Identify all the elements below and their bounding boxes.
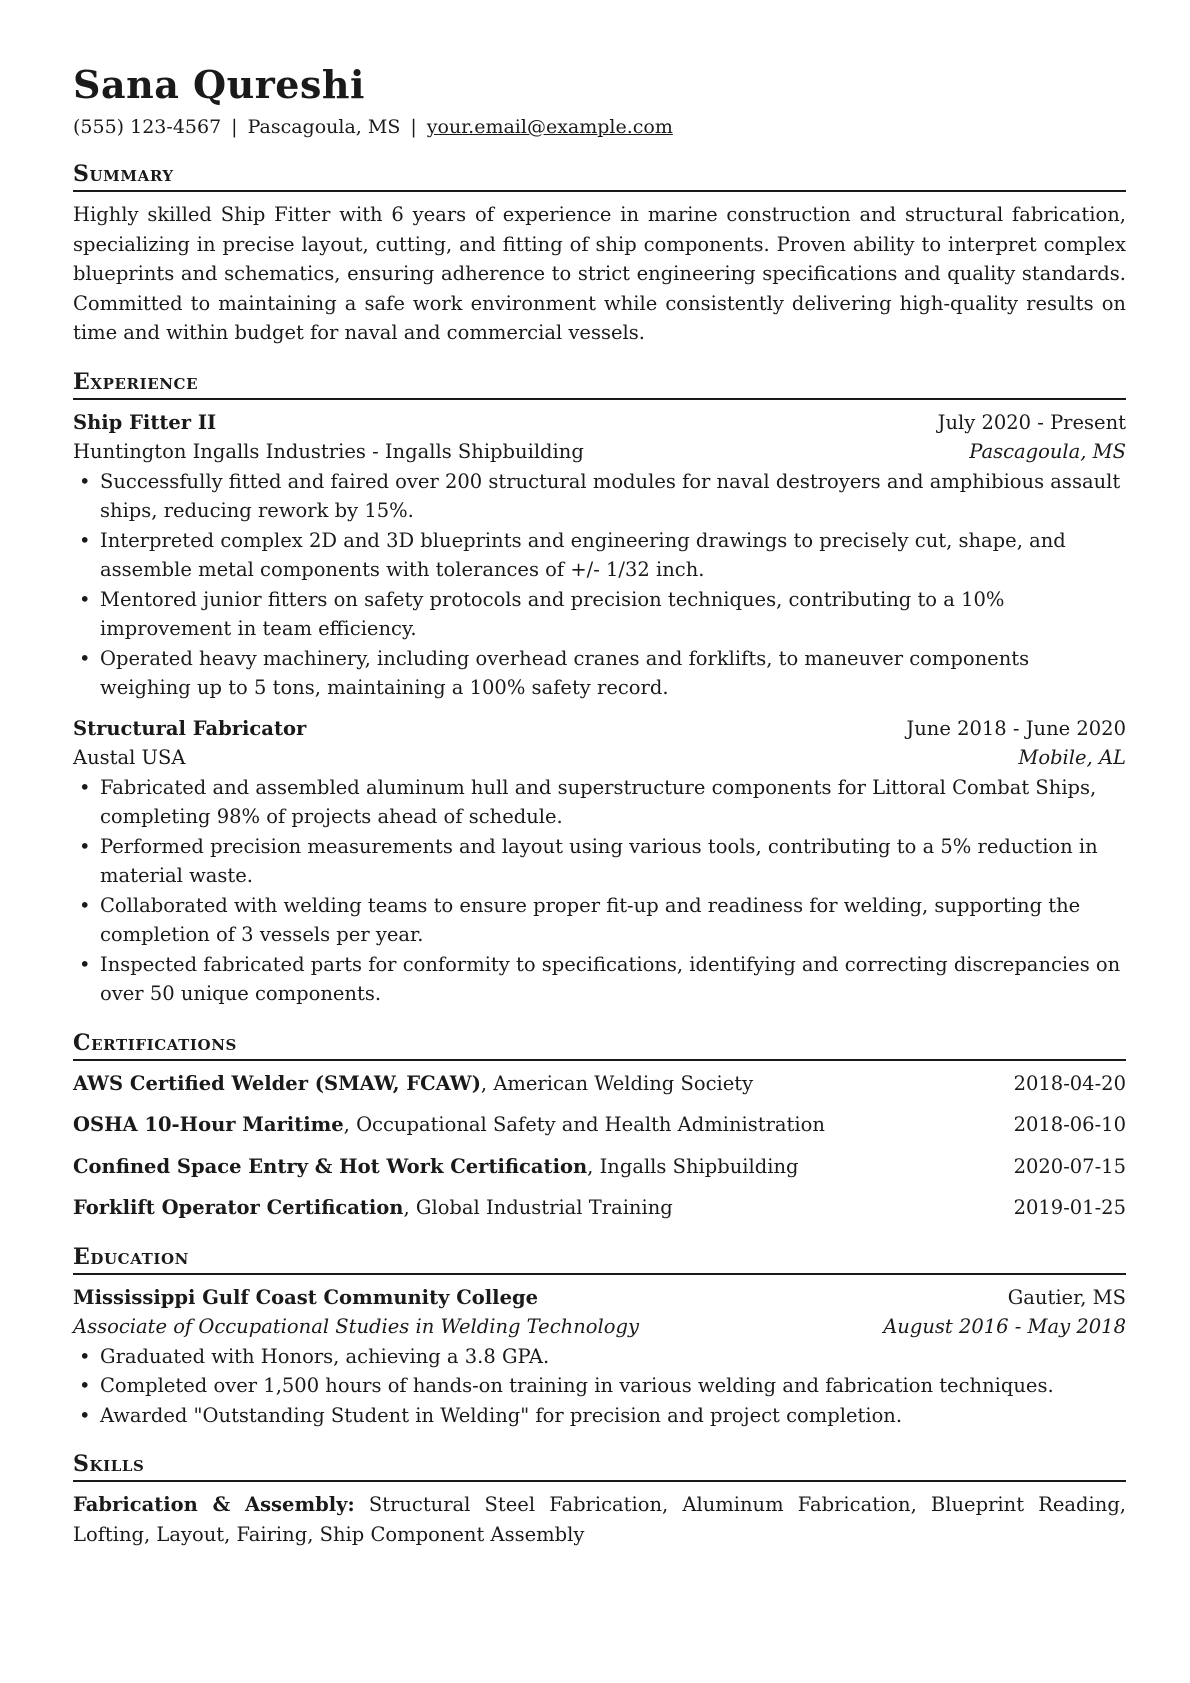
list-item: • Performed precision measurements and layout using various tools, contributing to a 5% reduction in material waste.: [73, 832, 1126, 891]
job-entry: [73, 408, 1126, 703]
cert-date: 2018-06-10: [1013, 1113, 1126, 1136]
section-title-education: Education: [73, 1243, 1126, 1275]
list-item: • Completed over 1,500 hours of hands-on training in various welding and fabrication techniques.: [73, 1371, 1126, 1401]
education-subheader: [73, 1312, 1126, 1342]
degree: Associate of Occupational Studies in Welding Technology: [73, 1315, 639, 1338]
location: Pascagoula, MS: [247, 116, 401, 138]
education-header: [73, 1283, 1126, 1313]
cert-row: [73, 1110, 1126, 1140]
cert-row: [73, 1193, 1126, 1223]
job-header: [73, 408, 1126, 438]
list-item: • Interpreted complex 2D and 3D blueprints and engineering drawings to precisely cut, shape, and assemble metal components with tolerances of +/- 1/32 inch.: [73, 526, 1126, 585]
list-item: • Successfully fitted and faired over 200 structural modules for naval destroyers and amphibious assault ships, reducing rework by 15%.: [73, 467, 1126, 526]
list-item: • Graduated with Honors, achieving a 3.8 GPA.: [73, 1342, 1126, 1372]
job-entry: [73, 714, 1126, 1009]
job-bullets: [73, 467, 1126, 703]
section-title-experience: Experience: [73, 368, 1126, 400]
cert-issuer: , Occupational Safety and Health Administration: [343, 1113, 825, 1136]
cert-name: Confined Space Entry & Hot Work Certification: [73, 1154, 588, 1178]
list-item: • Inspected fabricated parts for conformity to specifications, identifying and correcting discrepancies on over 50 unique components.: [73, 950, 1126, 1009]
email-link[interactable]: your.email@example.com: [426, 116, 673, 138]
cert-issuer: , American Welding Society: [480, 1071, 754, 1095]
separator: |: [410, 116, 417, 138]
job-header: [73, 714, 1126, 744]
job-dates: June 2018 - June 2020: [906, 716, 1126, 740]
cert-row: [73, 1152, 1126, 1182]
section-title-skills: Skills: [73, 1450, 1126, 1482]
cert-date: 2018-04-20: [1013, 1071, 1126, 1095]
experience-section: [73, 368, 1126, 1009]
job-role: Ship Fitter II: [73, 410, 217, 434]
education-dates: August 2016 - May 2018: [883, 1315, 1126, 1338]
job-subheader: [73, 743, 1126, 773]
list-item: • Awarded "Outstanding Student in Welding" for precision and project completion.: [73, 1401, 1126, 1431]
summary-text: Highly skilled Ship Fitter with 6 years of experience in marine construction and structural fabrication, specializing in precise layout, cutting, and fitting of ship components. Proven ability to interpret complex blueprints and schematics, ensuring adherence to strict engineering specifications and quality standards. Committed to maintaining a safe work environment while consistently delivering high-quality results on time and within budget for naval and commercial vessels.: [73, 203, 1126, 344]
job-subheader: [73, 437, 1126, 467]
list-item: • Fabricated and assembled aluminum hull and superstructure components for Littoral Combat Ships, completing 98% of projects ahead of schedule.: [73, 773, 1126, 832]
job-bullets: [73, 773, 1126, 1009]
job-role: Structural Fabricator: [73, 716, 307, 740]
education-section: [73, 1243, 1126, 1431]
skills-section: [73, 1450, 1126, 1549]
job-dates: July 2020 - Present: [937, 410, 1126, 434]
cert-name: OSHA 10-Hour Maritime: [73, 1113, 344, 1136]
contact-line: [73, 114, 1126, 140]
skills-list: Structural Steel Fabrication, Aluminum Fabrication, Blueprint Reading, Lofting, Layout, Fairing, Ship Component Assembly: [73, 1493, 1127, 1546]
cert-date: 2020-07-15: [1013, 1154, 1126, 1178]
job-location: Mobile, AL: [1018, 746, 1126, 769]
school-location: Gautier, MS: [1007, 1285, 1126, 1309]
school-name: Mississippi Gulf Coast Community College: [73, 1285, 539, 1309]
separator: |: [231, 116, 238, 138]
section-title-certifications: Certifications: [73, 1029, 1126, 1061]
job-company: Huntington Ingalls Industries - Ingalls Shipbuilding: [73, 440, 584, 463]
summary-section: [73, 160, 1126, 348]
section-title-summary: Summary: [73, 160, 1126, 192]
cert-issuer: , Ingalls Shipbuilding: [587, 1154, 799, 1178]
resume-page: [73, 62, 1126, 1549]
job-location: Pascagoula, MS: [969, 440, 1126, 463]
skills-label: Fabrication & Assembly:: [73, 1493, 355, 1516]
list-item: • Collaborated with welding teams to ensure proper fit-up and readiness for welding, supporting the completion of 3 vessels per year.: [73, 891, 1126, 950]
cert-issuer: , Global Industrial Training: [403, 1196, 673, 1219]
list-item: • Mentored junior fitters on safety protocols and precision techniques, contributing to a 10% improvement in team efficiency.: [73, 585, 1126, 644]
skills-text: [73, 1490, 1126, 1549]
candidate-name: Sana Qureshi: [73, 62, 365, 107]
cert-name: AWS Certified Welder (SMAW, FCAW): [73, 1071, 481, 1095]
job-company: Austal USA: [73, 746, 186, 769]
certifications-section: [73, 1029, 1126, 1223]
cert-row: [73, 1069, 1126, 1099]
cert-date: 2019-01-25: [1013, 1196, 1126, 1219]
education-bullets: [73, 1342, 1126, 1431]
cert-name: Forklift Operator Certification: [73, 1196, 404, 1219]
phone: (555) 123-4567: [73, 116, 222, 138]
list-item: • Operated heavy machinery, including overhead cranes and forklifts, to maneuver components weighing up to 5 tons, maintaining a 100% safety record.: [73, 644, 1126, 703]
